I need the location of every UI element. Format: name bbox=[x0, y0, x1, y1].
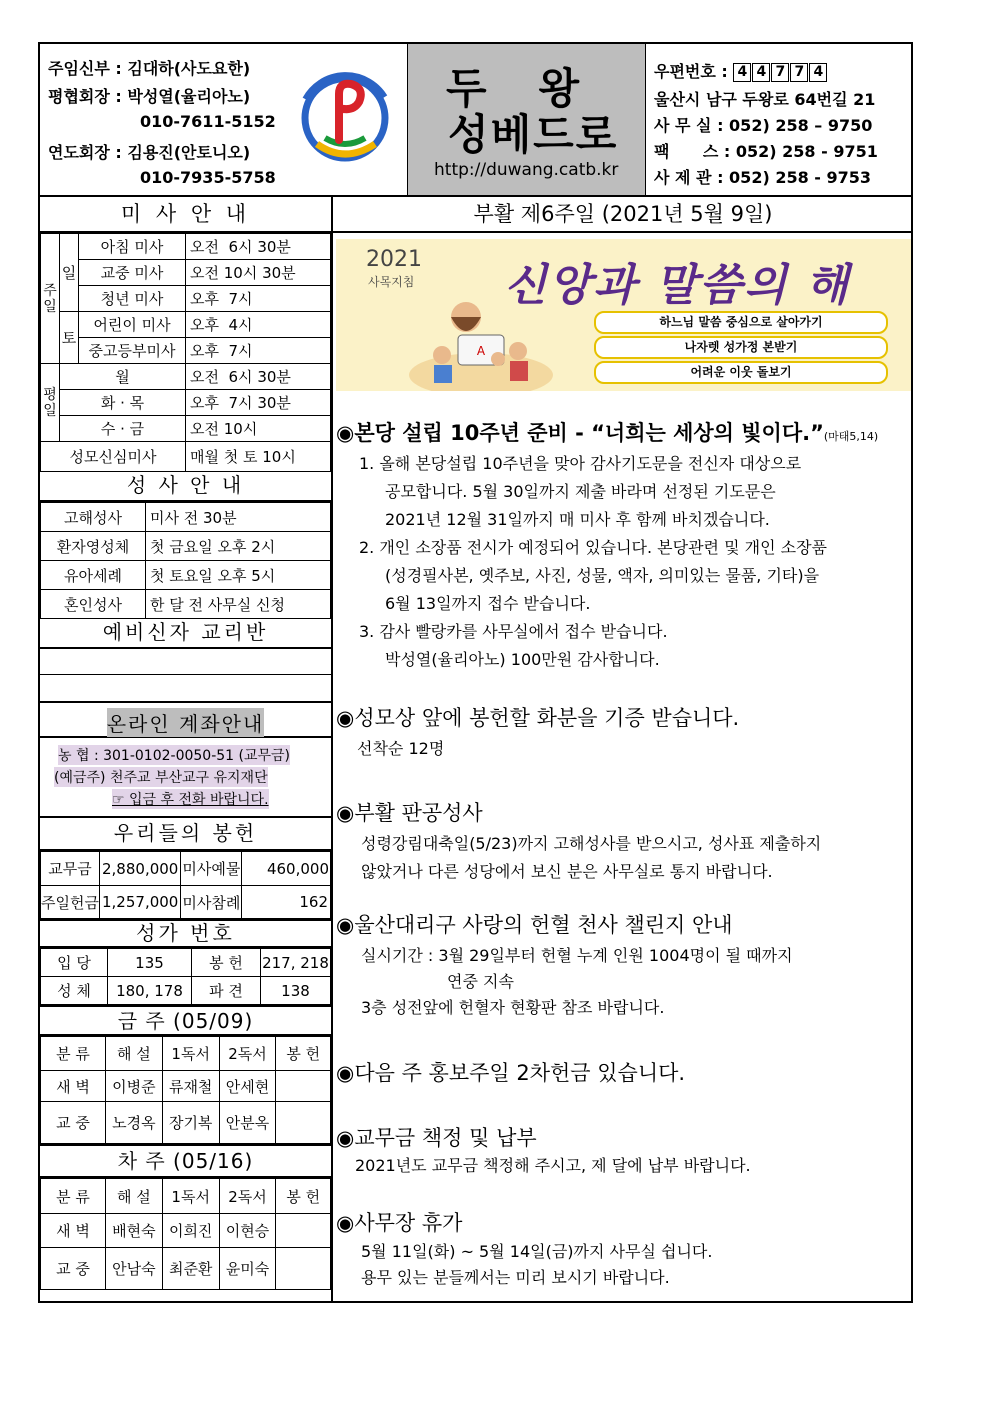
mass-time: 오전 6시 30분 bbox=[186, 234, 331, 260]
notice-title: ◉본당 설립 10주년 준비 - “너희는 세상의 빛이다.”(마태5,14) bbox=[336, 421, 879, 445]
notice-text: 실시기간 : 3월 29일부터 헌혈 누계 인원 1004명이 될 때까지 bbox=[361, 946, 793, 965]
offering-amount: 162 bbox=[242, 886, 331, 919]
sun-label: 일 bbox=[60, 234, 79, 312]
mass-time: 오후 7시 bbox=[186, 338, 331, 364]
offering-label: 주일헌금 bbox=[41, 886, 100, 919]
account-title-bar bbox=[40, 703, 331, 738]
notice-text: (성경필사본, 옛주보, 사진, 성물, 액자, 의미있는 물품, 기타)을 bbox=[385, 566, 820, 585]
catechism-blank-row bbox=[40, 649, 331, 675]
sacrament-name: 환자영성체 bbox=[41, 532, 146, 561]
catechism-blank-row bbox=[40, 675, 331, 703]
sacrament-time: 미사 전 30분 bbox=[146, 503, 331, 532]
col-header: 봉 헌 bbox=[276, 1037, 331, 1071]
header-contacts bbox=[40, 44, 408, 197]
parish-url[interactable]: http://duwang.catb.kr bbox=[434, 160, 619, 180]
account-title: 온라인 계좌안내 bbox=[107, 708, 265, 737]
col-header: 해 설 bbox=[106, 1179, 163, 1214]
notice-text: 용무 있는 분들께서는 미리 보시기 바랍니다. bbox=[361, 1268, 670, 1287]
reader-name: 안남숙 bbox=[106, 1248, 163, 1290]
reader-name: 류재철 bbox=[162, 1071, 219, 1102]
notice-title: ◉성모상 앞에 봉헌할 화분을 기증 받습니다. bbox=[336, 706, 740, 730]
marian-label: 성모신심미사 bbox=[41, 442, 186, 472]
this-week-table bbox=[40, 1036, 331, 1144]
notice-text: 5월 11일(화) ~ 5월 14일(금)까지 사무실 쉽니다. bbox=[361, 1242, 713, 1261]
notice-text: 2021년도 교무금 책정해 주시고, 제 달에 납부 바랍니다. bbox=[355, 1156, 751, 1175]
reader-name: 노경옥 bbox=[106, 1102, 163, 1144]
bulletin-date-title: 부활 제6주일 (2021년 5월 9일) bbox=[333, 197, 913, 233]
hymn-number: 138 bbox=[261, 977, 331, 1005]
notice-title: ◉부활 판공성사 bbox=[336, 801, 483, 825]
notice-text: 2021년 12월 31일까지 매 미사 후 함께 바치겠습니다. bbox=[385, 510, 770, 529]
postal-code: 우편번호 : 4 4 7 7 4 bbox=[654, 59, 828, 82]
fax-number: 팩 스 : 052) 258 - 9751 bbox=[654, 142, 878, 161]
hymn-label: 입 당 bbox=[41, 949, 108, 977]
notice-text: 공모합니다. 5월 30일까지 제출 바라며 선정된 기도문은 bbox=[385, 482, 776, 501]
notice-title: ◉사무장 휴가 bbox=[336, 1211, 463, 1235]
hymn-number: 135 bbox=[108, 949, 192, 977]
notice-text: 6월 13일까지 접수 받습니다. bbox=[385, 594, 591, 613]
parish-title-line2: 성베드로 bbox=[448, 110, 619, 159]
reader-name: 안세현 bbox=[219, 1071, 276, 1102]
catechism-title: 예비신자 교리반 bbox=[40, 619, 331, 649]
parish-title-line1: 두 왕 bbox=[446, 64, 582, 113]
pastor: 주임신부 : 김대하(사도요한) bbox=[48, 59, 251, 78]
notice-text: 1. 올해 본당설립 10주년을 맞아 감사기도문을 전신자 대상으로 bbox=[359, 454, 802, 473]
mass-name: 교중 미사 bbox=[79, 260, 186, 286]
postal-digit: 4 bbox=[809, 63, 827, 82]
league-head: 연도회장 : 김용진(안토니오) bbox=[48, 143, 251, 162]
offering-amount: 1,257,000 bbox=[100, 886, 181, 919]
reader-name bbox=[276, 1102, 331, 1144]
sacrament-name: 고해성사 bbox=[41, 503, 146, 532]
sunday-label: 주일 bbox=[41, 234, 60, 364]
sacrament-name: 혼인성사 bbox=[41, 590, 146, 619]
right-column bbox=[331, 197, 913, 1303]
banner-slogan: 신앙과 말씀의 해 bbox=[504, 260, 851, 311]
offering-amount: 460,000 bbox=[242, 852, 331, 886]
account-number: 농 협 : 301-0102-0050-51 (교무금) bbox=[58, 745, 290, 765]
bulletin-frame bbox=[38, 42, 913, 1303]
council-head: 평협회장 : 박성열(율리아노) bbox=[48, 87, 251, 106]
notice-text: 박성열(율리아노) 100만원 감사합니다. bbox=[385, 650, 660, 669]
notice-title: ◉교무금 책정 및 납부 bbox=[336, 1126, 537, 1150]
row-label: 교 중 bbox=[41, 1102, 106, 1144]
offering-label: 미사예물 bbox=[181, 852, 242, 886]
notice-text: 선착순 12명 bbox=[357, 739, 445, 758]
mass-time: 오전 10시 30분 bbox=[186, 260, 331, 286]
banner-item: 어려운 이웃 돌보기 bbox=[594, 361, 888, 384]
col-header: 1독서 bbox=[162, 1179, 219, 1214]
account-holder: (예금주) 천주교 부산교구 유지재단 bbox=[54, 767, 268, 787]
sat-label: 토 bbox=[60, 312, 79, 364]
mass-name: 어린이 미사 bbox=[79, 312, 186, 338]
council-phone: 010-7611-5152 bbox=[140, 112, 276, 131]
reader-name: 최준환 bbox=[162, 1248, 219, 1290]
reader-name: 이현승 bbox=[219, 1214, 276, 1248]
notice-text: 연중 지속 bbox=[447, 972, 514, 991]
hymn-label: 성 체 bbox=[41, 977, 108, 1005]
mass-time: 오후 4시 bbox=[186, 312, 331, 338]
row-label: 새 벽 bbox=[41, 1071, 106, 1102]
mass-time: 오후 7시 30분 bbox=[186, 390, 331, 416]
row-label: 새 벽 bbox=[41, 1214, 106, 1248]
col-header: 2독서 bbox=[219, 1179, 276, 1214]
reader-name bbox=[276, 1071, 331, 1102]
next-week-table bbox=[40, 1178, 331, 1290]
hymns-table bbox=[40, 948, 331, 1005]
this-week-title: 금 주 (05/09) bbox=[40, 1005, 331, 1036]
hymn-number: 217, 218 bbox=[261, 949, 331, 977]
col-header: 2독서 bbox=[219, 1037, 276, 1071]
sacraments-table bbox=[40, 502, 331, 619]
hymn-label: 봉 헌 bbox=[192, 949, 261, 977]
league-phone: 010-7935-5758 bbox=[140, 168, 276, 187]
office-phone: 사 무 실 : 052) 258 – 9750 bbox=[654, 116, 873, 135]
banner-item: 나자렛 성가정 본받기 bbox=[594, 336, 888, 359]
sacrament-name: 유아세례 bbox=[41, 561, 146, 590]
col-header: 봉 헌 bbox=[276, 1179, 331, 1214]
col-header: 분 류 bbox=[41, 1179, 106, 1214]
reader-name bbox=[276, 1248, 331, 1290]
notice-text: 3. 감사 빨랑카를 사무실에서 접수 받습니다. bbox=[359, 622, 668, 641]
sacraments-title: 성 사 안 내 bbox=[40, 472, 331, 502]
offering-label: 미사참례 bbox=[181, 886, 242, 919]
hymn-label: 파 견 bbox=[192, 977, 261, 1005]
offering-title: 우리들의 봉헌 bbox=[40, 818, 331, 851]
postal-digits bbox=[733, 62, 828, 81]
parish-logo bbox=[295, 60, 395, 168]
mass-name: 아침 미사 bbox=[79, 234, 186, 260]
banner-subtitle: 사목지침 bbox=[368, 275, 415, 289]
col-header: 1독서 bbox=[162, 1037, 219, 1071]
mass-day: 월 bbox=[60, 364, 186, 390]
left-column bbox=[40, 197, 331, 1290]
hymns-title: 성가 번호 bbox=[40, 919, 331, 948]
mass-time: 오전 6시 30분 bbox=[186, 364, 331, 390]
rectory-phone: 사 제 관 : 052) 258 - 9753 bbox=[654, 168, 872, 187]
reader-name: 배현숙 bbox=[106, 1214, 163, 1248]
account-info bbox=[40, 738, 331, 818]
header-address bbox=[646, 44, 913, 197]
postal-digit: 7 bbox=[790, 63, 808, 82]
reader-name: 윤미숙 bbox=[219, 1248, 276, 1290]
col-header: 해 설 bbox=[106, 1037, 163, 1071]
notice-text: 성령강림대축일(5/23)까지 고해성사를 받으시고, 성사표 제출하지 bbox=[361, 834, 822, 853]
mass-schedule-table bbox=[40, 233, 331, 472]
parish-title-block bbox=[408, 44, 646, 197]
marian-value: 매월 첫 토 10시 bbox=[186, 442, 331, 472]
hymn-number: 180, 178 bbox=[108, 977, 192, 1005]
next-week-title: 차 주 (05/16) bbox=[40, 1144, 331, 1178]
weekday-label: 평일 bbox=[41, 364, 60, 442]
postal-digit: 4 bbox=[752, 63, 770, 82]
reader-name: 장기복 bbox=[162, 1102, 219, 1144]
mass-time: 오전 10시 bbox=[186, 416, 331, 442]
notice-text: 3층 성전앞에 헌혈자 현황판 참조 바랍니다. bbox=[361, 998, 665, 1017]
mass-schedule-title: 미 사 안 내 bbox=[40, 197, 331, 233]
notice-text: 않았거나 다른 성당에서 보신 분은 사무실로 통지 바랍니다. bbox=[361, 862, 773, 881]
banner-year: 2021 bbox=[366, 247, 422, 272]
holy-family-illustration bbox=[406, 295, 556, 391]
reader-name: 안분옥 bbox=[219, 1102, 276, 1144]
offering-label: 교무금 bbox=[41, 852, 100, 886]
reader-name bbox=[276, 1214, 331, 1248]
account-note: ☞ 입금 후 전화 바랍니다. bbox=[112, 789, 269, 809]
row-label: 교 중 bbox=[41, 1248, 106, 1290]
reader-name: 이병준 bbox=[106, 1071, 163, 1102]
mass-day: 화 · 목 bbox=[60, 390, 186, 416]
notice-title: ◉다음 주 홍보주일 2차헌금 있습니다. bbox=[336, 1061, 686, 1085]
mass-name: 청년 미사 bbox=[79, 286, 186, 312]
pastoral-banner bbox=[336, 239, 911, 391]
sacrament-time: 첫 금요일 오후 2시 bbox=[146, 532, 331, 561]
mass-name: 중고등부미사 bbox=[79, 338, 186, 364]
col-header: 분 류 bbox=[41, 1037, 106, 1071]
mass-time: 오후 7시 bbox=[186, 286, 331, 312]
offering-table bbox=[40, 851, 331, 919]
sacrament-time: 첫 토요일 오후 5시 bbox=[146, 561, 331, 590]
sacrament-time: 한 달 전 사무실 신청 bbox=[146, 590, 331, 619]
svg-text:A: A bbox=[476, 344, 486, 358]
postal-digit: 4 bbox=[733, 63, 751, 82]
banner-item: 하느님 말씀 중심으로 살아가기 bbox=[594, 311, 888, 334]
postal-digit: 7 bbox=[771, 63, 789, 82]
reader-name: 이희진 bbox=[162, 1214, 219, 1248]
offering-amount: 2,880,000 bbox=[100, 852, 181, 886]
notice-title: ◉울산대리구 사랑의 헌혈 천사 챌린지 안내 bbox=[336, 913, 733, 937]
notice-text: 2. 개인 소장품 전시가 예정되어 있습니다. 본당관련 및 개인 소장품 bbox=[359, 538, 827, 557]
address: 울산시 남구 두왕로 64번길 21 bbox=[654, 90, 876, 109]
mass-day: 수 · 금 bbox=[60, 416, 186, 442]
